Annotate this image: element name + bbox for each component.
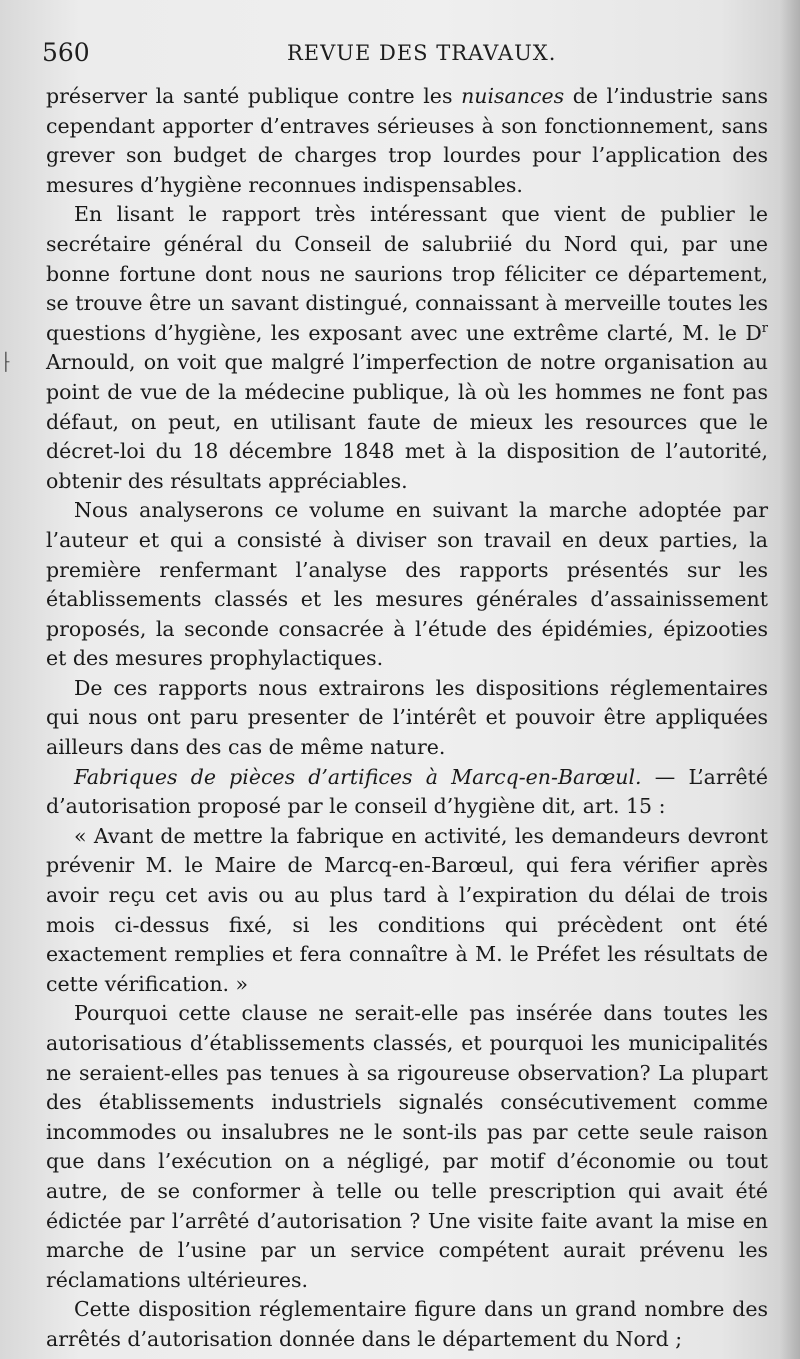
paragraph-4: De ces rapports nous extrairons les dispositions réglementaires qui nous ont paru presenter de l’intérêt et pouvoir être appliquées ailleurs dans des cas de même nature. xyxy=(46,675,768,760)
paragraph-8: Cette disposition réglementaire figure dans un grand nombre des arrêtés d’autorisation donnée dans le département du Nord ; xyxy=(46,1297,768,1351)
page-number: 560 xyxy=(42,38,90,67)
paragraph-1: préserver la santé publique contre les nuisances de l’industrie sans cependant apporter d’entraves sérieuses à son fonctionnement, sans grever son budget de charges trop lourdes pour l’application des mesures d’hygiène reconnues indispensables. xyxy=(46,84,768,197)
page-edge-shadow xyxy=(780,0,800,1359)
paragraph-5: Fabriques de pièces d’artifices à Marcq-en-Barœul. — L’arrêté d’autorisation proposé par le conseil d’hygiène dit, art. 15 : xyxy=(46,764,768,819)
paragraph-3: Nous analyserons ce volume en suivant la marche adoptée par l’auteur et qui a consisté à diviser son travail en deux parties, la première renfermant l’analyse des rapports présentés sur les établissements classés et les mesures générales d’assainissement proposés, la seconde consacrée à l’étude des épidémies, épizooties et des mesures prophylactiques. xyxy=(46,498,768,671)
paragraph-2: En lisant le rapport très intéressant que vient de publier le secrétaire général du Conseil de salubriié du Nord qui, par une bonne fortune dont nous ne saurions trop féliciter ce département, se trouve être un savant distingué, connaissant à merveille toutes les questions d’hygiène, les exposant avec une extrême clarté, M. le $D^r$ Arnould, on voit que malgré l’imperfection de notre organisation au point de vue de la médecine publique, là où les hommes ne font pas défaut, on peut, en utilisant faute de mieux les resources que le décret-loi du 18 décembre 1848 met à la disposition de l’autorité, obtenir des résultats appréciables. xyxy=(46,202,768,493)
quotation: « Avant de mettre la fabrique en activité, les demandeurs devront prévenir M. le Maire de Marcq-en-Barœul, qui fera vérifier après avoir reçu cet avis ou au plus tard à l’expiration du délai de trois mois ci-dessus fixé, si les conditions qui précèdent ont été exactement remplies et fera connaître à M. le Préfet les résultats de cette vérification. » xyxy=(46,823,768,996)
italic-term: nuisances xyxy=(461,84,565,108)
running-head: REVUE DES TRAVAUX. xyxy=(287,41,557,65)
section-heading: Fabriques de pièces d’artifices à Marcq-en-Barœul. xyxy=(74,764,642,789)
body-text xyxy=(46,82,768,1355)
margin-mark: ⸠ xyxy=(2,348,14,372)
superscript: r xyxy=(761,320,768,336)
paragraph-7: Pourquoi cette clause ne serait-elle pas insérée dans toutes les autorisatious d’établissements classés, et pourquoi les municipalités ne seraient-elles pas tenues à sa rigoureuse observation? La plupart des établissements industriels signalés consécutivement comme incommodes ou insalubres ne le sont-ils pas par cette seule raison que dans l’exécution on a négligé, par motif d’économie ou tout autre, de se conformer à telle ou telle prescription qui avait été édictée par l’arrêté d’autorisation ? Une visite faite avant la mise en marche de l’usine par un service compétent aurait prévenu les réclamations ultérieures. xyxy=(46,1001,768,1292)
page-header xyxy=(42,38,772,78)
